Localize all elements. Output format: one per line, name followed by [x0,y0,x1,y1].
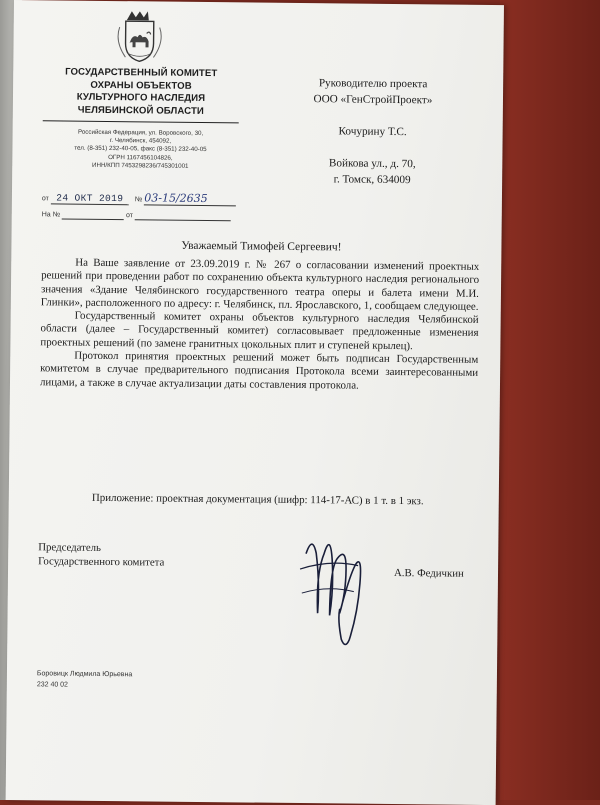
ref-date-field [135,212,231,221]
recipient-street: Войкова ул., д. 70, [328,157,416,171]
recipient-name: Кочурину Т.С. [338,125,407,139]
ref-from-label: от [126,212,134,220]
org-line: ГОСУДАРСТВЕННЫЙ КОМИТЕТ [65,66,218,80]
ref-label: На № [41,211,61,219]
executor-phone: 232 40 02 [36,681,69,689]
executor-name: Боровицк Людмила Юрьевна [36,670,133,679]
reference-line [42,211,231,221]
number-label: № [134,196,143,204]
appendix-line: Приложение: проектная документация (шифр: 114-17-АС) в 1 т. в 1 экз. [91,491,424,508]
signatory-title-line: Государственного комитета [38,555,165,569]
header-divider [43,120,239,123]
handwritten-signature-icon [275,523,376,656]
registration-date-field [51,192,129,205]
org-line: КУЛЬТУРНОГО НАСЛЕДИЯ [76,91,206,105]
registration-number: 03-15/2635 [144,191,208,206]
body-paragraph: На Ваше заявление от 23.09.2019 г. № 267 о согласовании изменений проектных решений при проведении работ по сохранению объекта культурного наследия регионального значения «Здание Челябинского государственного театра оперы и балета имени М.И. Глинки», расположенного по адресу: г. Челябинск, пл. Ярославского, 1, сообщаем следующее. [40,256,480,313]
recipient-city: г. Томск, 634009 [333,173,411,187]
registration-line [42,190,236,206]
table-surface [500,0,600,800]
body-paragraph: Государственный комитет охраны объектов культурного наследия Челябинской области (далее – Государственный комитет) согласовывает предложенные изменения проектных решений (по замене гранитных цокольных плит и ступеней крылец). [40,309,479,352]
recipient-company: ООО «ГенСтройПроект» [313,93,433,107]
executor-info [37,668,133,691]
coat-of-arms-icon [109,9,170,66]
address-line: ОГРН 1167456104826, [108,153,173,162]
from-label: от [41,195,49,203]
registration-number-field [144,191,236,206]
body-paragraph: Протокол принятия проектных решений может быть подписан Государственным комитетом в случае предварительного подписания Протокола всеми заинтересованными лицами, а также в случае актуализации даты составления протокола. [39,349,479,392]
address-line: Российская Федерация, ул. Воровского, 30, [77,128,204,137]
sender-organization [43,66,240,118]
recipient-block [282,75,463,189]
salutation: Уважаемый Тимофей Сергеевич! [181,239,342,254]
recipient-position: Руководителю проекта [318,77,428,91]
address-line: г. Челябинск, 454092, [109,137,172,145]
sender-address [42,128,238,171]
address-line: тел. (8-351) 232-40-05, факс (8-351) 232-40-05 [74,145,207,154]
org-line: ЧЕЛЯБИНСКОЙ ОБЛАСТИ [77,104,204,117]
signatory-title [38,540,165,569]
registration-date: 24 ОКТ 2019 [56,192,124,205]
ref-number-field [62,212,124,221]
letter-body [40,256,479,394]
org-line: ОХРАНЫ ОБЪЕКТОВ [90,79,192,92]
letter-sheet [6,0,504,805]
address-line: ИНН/КПП 7453298236/745301001 [92,161,189,170]
signatory-name: А.В. Федичкин [393,567,464,580]
signatory-title-line: Председатель [38,541,102,554]
